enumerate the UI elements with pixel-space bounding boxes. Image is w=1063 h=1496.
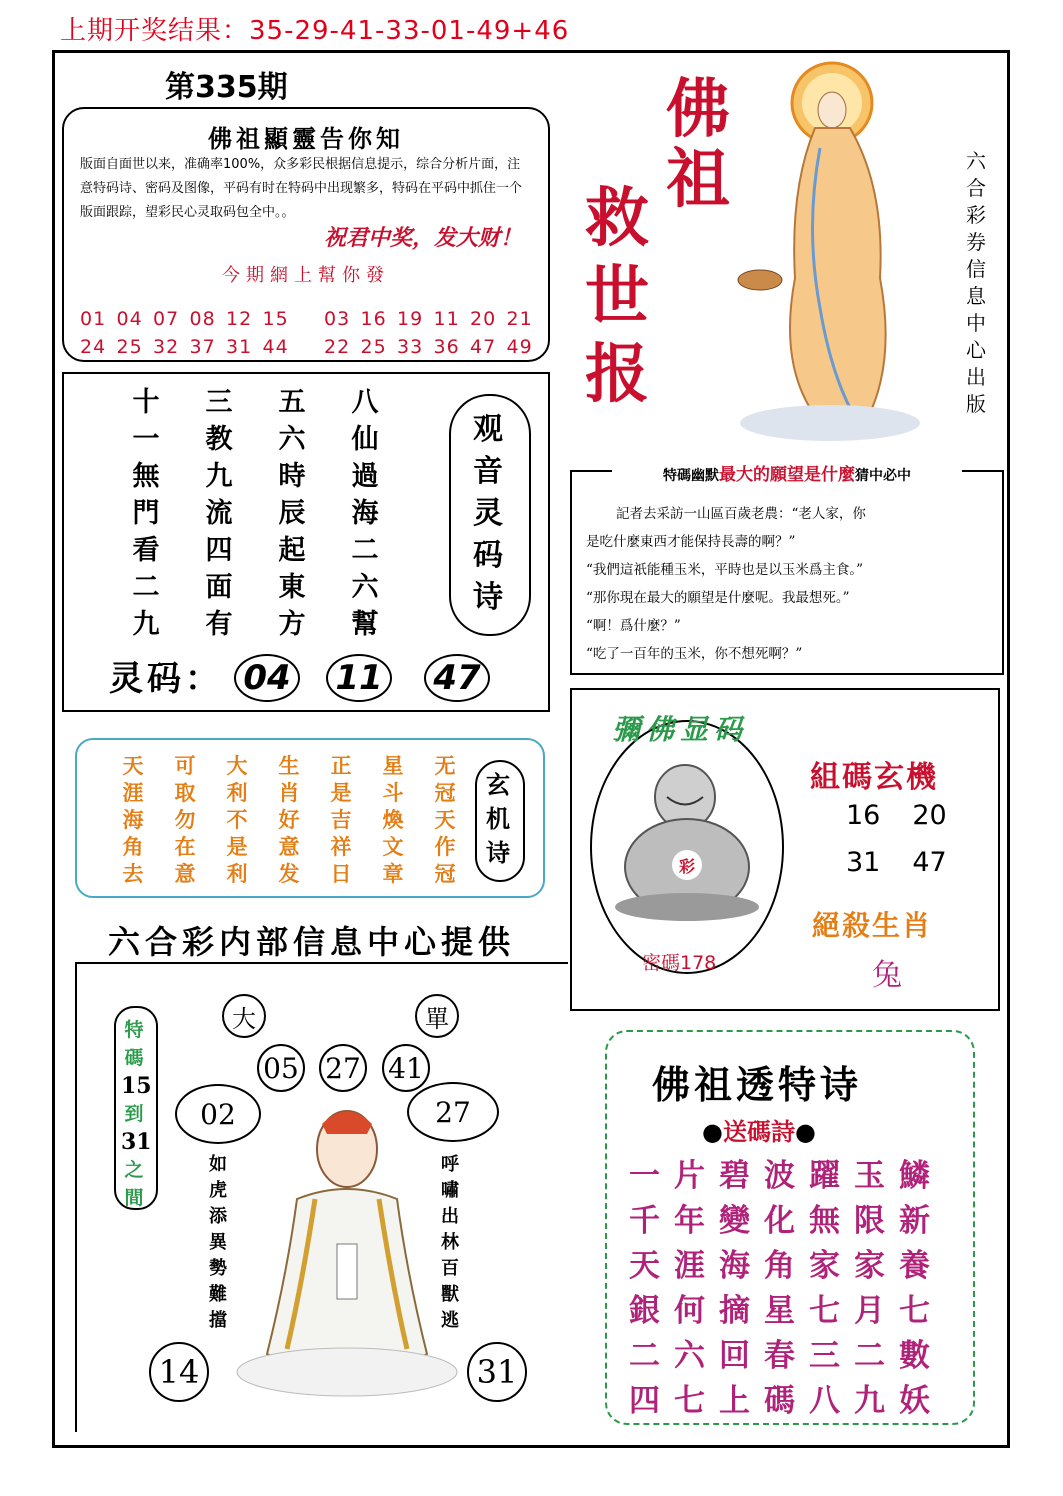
masthead-char: 世 — [585, 259, 649, 334]
lottery-number: 25 — [360, 336, 387, 358]
range-char: 特 — [124, 1019, 144, 1041]
poem-char: 涯 — [122, 780, 144, 805]
left-oval-number: 02 — [175, 1084, 261, 1144]
masthead-char: 救 — [585, 181, 649, 256]
tag-da: 大 — [222, 994, 266, 1038]
secret-code: 密碼178 — [642, 952, 717, 974]
publisher-side-text — [962, 148, 990, 418]
poem-char: 門 — [132, 498, 160, 529]
range-char: 15 — [121, 1073, 152, 1099]
poem-char: 難 — [209, 1284, 227, 1305]
poem-char: 逃 — [441, 1310, 459, 1331]
poem-char: 是 — [330, 780, 352, 805]
lottery-number: 20 — [470, 308, 497, 330]
te-poem-row: 四七上碼八九妖 — [629, 1383, 944, 1419]
range-char: 到 — [124, 1103, 144, 1125]
side-char: 券 — [966, 230, 986, 254]
notice-box — [62, 107, 550, 362]
te-poem-row: 一片碧波躍玉鱗 — [629, 1158, 944, 1194]
poem-char: 林 — [441, 1232, 459, 1253]
range-char: 間 — [124, 1187, 144, 1209]
joke-line: “吃了一百年的玉米，你不想死啊？” — [586, 646, 803, 662]
poem-char: 章 — [382, 861, 404, 886]
poem-char: 海 — [351, 498, 379, 529]
notice-sub: 今期網上幫你發 — [222, 265, 390, 286]
number-row — [324, 333, 543, 361]
range-char: 31 — [121, 1129, 152, 1155]
poem-char: 起 — [278, 535, 306, 566]
guanyin-poem-box — [62, 372, 550, 712]
poem-char: 看 — [132, 535, 160, 566]
poem-char: 如 — [209, 1154, 227, 1175]
xuanji-poem-column — [431, 752, 459, 887]
poem-char: 冠 — [434, 861, 456, 886]
number-row — [324, 305, 543, 333]
joke-line: “啊！爲什麼？” — [586, 618, 681, 634]
poem-char: 面 — [205, 572, 233, 603]
side-char: 息 — [966, 284, 986, 308]
zuma-row-1: 16 20 — [846, 800, 947, 831]
poem-char: 流 — [205, 498, 233, 529]
lottery-number: 36 — [433, 336, 460, 358]
guanyin-poem-column — [126, 384, 166, 643]
poem-char: 二 — [132, 572, 160, 603]
guanyin-poem-column — [345, 384, 385, 643]
poem-char: 十 — [132, 387, 160, 418]
kill-zodiac: 兔 — [872, 958, 902, 993]
lottery-number: 07 — [153, 308, 180, 330]
zuma-title: 組碼玄機 — [810, 760, 938, 795]
poem-char: 有 — [205, 609, 233, 640]
joke-line: “我們這祇能種玉米，平時也是以玉米爲主食。” — [586, 562, 864, 578]
joke-line: 記者去采訪一山區百歲老農：“老人家，你 — [616, 506, 866, 522]
lottery-number: 01 — [80, 308, 107, 330]
lottery-number: 24 — [80, 336, 107, 358]
te-poem-box — [605, 1030, 975, 1425]
bottom-left-number: 14 — [149, 1342, 209, 1402]
poem-char: 異 — [209, 1232, 227, 1253]
numbers-left — [80, 305, 299, 361]
poem-char: 可 — [174, 753, 196, 778]
range-char: 碼 — [124, 1047, 144, 1069]
poem-char: 呼 — [441, 1154, 459, 1175]
side-char: 版 — [966, 392, 986, 416]
lottery-number: 49 — [506, 336, 533, 358]
poem-char: 勿 — [174, 807, 196, 832]
poem-char: 六 — [278, 424, 306, 455]
side-char: 心 — [966, 338, 986, 362]
range-text — [121, 1016, 152, 1212]
bottom-left-panel — [75, 962, 568, 1432]
joke-body — [586, 500, 990, 668]
poem-char: 好 — [278, 807, 300, 832]
masthead-char: 佛 — [666, 72, 730, 147]
poem-char: 五 — [278, 387, 306, 418]
te-poem-row: 二六回春三二數 — [629, 1338, 944, 1374]
laughing-buddha-figure — [607, 752, 767, 922]
side-char: 中 — [966, 311, 986, 335]
guanyin-poem-column — [199, 384, 239, 643]
lingma-code-2: 11 — [326, 654, 392, 702]
poem-char: 東 — [278, 572, 306, 603]
poem-char: 祥 — [330, 834, 352, 859]
poem-char: 正 — [330, 753, 352, 778]
te-poem-row: 千年變化無限新 — [629, 1203, 944, 1239]
guanyin-figure — [720, 58, 950, 448]
range-char: 之 — [124, 1159, 144, 1181]
lottery-number: 04 — [116, 308, 143, 330]
poem-char: 辰 — [278, 498, 306, 529]
poem-char: 利 — [226, 780, 248, 805]
lottery-number: 25 — [116, 336, 143, 358]
top-number-2: 27 — [319, 1044, 367, 1092]
poem-char: 无 — [434, 753, 456, 778]
poem-char: 发 — [278, 861, 300, 886]
joke-line: 是吃什麼東西才能保持長壽的啊？” — [586, 534, 796, 550]
poem-char: 去 — [122, 861, 144, 886]
poem-char: 虎 — [209, 1180, 227, 1201]
xuanji-poem-column — [275, 752, 303, 887]
lingma-code-1: 04 — [234, 654, 300, 702]
poem-char: 日 — [330, 861, 352, 886]
poem-char: 冠 — [434, 780, 456, 805]
bottom-right-number: 31 — [467, 1342, 527, 1402]
lottery-number: 21 — [506, 308, 533, 330]
last-result: 上期开奖结果：35-29-41-33-01-49+46 — [60, 16, 570, 46]
poem-char: 吉 — [330, 807, 352, 832]
seated-guanyin-figure — [227, 1104, 467, 1404]
lingma-label: 灵码： — [109, 659, 223, 699]
notice-title: 佛祖顯靈告你知 — [208, 124, 404, 153]
xuanji-poem-column — [119, 752, 147, 887]
poem-char: 四 — [205, 535, 233, 566]
numbers-right — [324, 305, 543, 361]
joke-line: “那你現在最大的願望是什麼呢。我最想死。” — [586, 590, 850, 606]
provider-line: 六合彩内部信息中心提供 — [108, 923, 516, 961]
poem-char: 三 — [205, 387, 233, 418]
poem-char: 利 — [226, 861, 248, 886]
poem-char: 肖 — [278, 780, 300, 805]
lottery-number: 44 — [262, 336, 289, 358]
poem-char: 六 — [351, 572, 379, 603]
buddha-badge: 彩 — [672, 850, 702, 880]
lottery-number: 31 — [226, 336, 253, 358]
guanyin-poem-column — [272, 384, 312, 643]
xuanji-poem-column — [223, 752, 251, 887]
lingma-code-3: 47 — [424, 654, 490, 702]
joke-header: 特碼幽默最大的願望是什麼猜中必中 — [612, 460, 962, 485]
left-poem — [207, 1152, 229, 1334]
right-oval-number: 27 — [407, 1082, 499, 1142]
poem-char: 海 — [122, 807, 144, 832]
lottery-number: 15 — [262, 308, 289, 330]
lottery-number: 12 — [226, 308, 253, 330]
lottery-number: 19 — [397, 308, 424, 330]
lottery-number: 47 — [470, 336, 497, 358]
poem-char: 九 — [205, 461, 233, 492]
xuanji-poem-column — [327, 752, 355, 887]
tag-dan: 單 — [415, 994, 459, 1038]
poem-char: 添 — [209, 1206, 227, 1227]
poem-char: 斗 — [382, 780, 404, 805]
poem-char: 嘯 — [441, 1180, 459, 1201]
side-char: 出 — [966, 365, 986, 389]
poem-char: 勢 — [209, 1258, 227, 1279]
masthead-char: 报 — [585, 337, 649, 412]
top-number-3: 41 — [382, 1044, 430, 1092]
poem-char: 在 — [174, 834, 196, 859]
poem-char: 無 — [132, 461, 160, 492]
guanyin-poem-label: 观音灵码诗 — [473, 412, 503, 615]
poem-char: 時 — [278, 461, 306, 492]
poem-char: 文 — [382, 834, 404, 859]
poem-char: 取 — [174, 780, 196, 805]
te-poem-title: 佛祖透特诗 — [652, 1062, 863, 1107]
issue-number: 第335期 — [165, 70, 288, 105]
poem-char: 獸 — [441, 1284, 459, 1305]
poem-char: 九 — [132, 609, 160, 640]
poem-char: 不 — [226, 807, 248, 832]
top-number-1: 05 — [257, 1044, 305, 1092]
poem-char: 生 — [278, 753, 300, 778]
poem-char: 過 — [351, 461, 379, 492]
poem-char: 意 — [278, 834, 300, 859]
xuanji-label: 玄机诗 — [486, 771, 510, 867]
lottery-number: 08 — [189, 308, 216, 330]
joke-box — [570, 465, 1004, 675]
te-poem-row: 天涯海角家家養 — [629, 1248, 944, 1284]
poem-char: 方 — [278, 609, 306, 640]
lottery-number: 37 — [189, 336, 216, 358]
buddha-arc-text: 彌佛显码 — [612, 713, 749, 746]
poem-char: 出 — [441, 1206, 459, 1227]
lottery-number: 33 — [397, 336, 424, 358]
number-row — [80, 333, 299, 361]
side-char: 彩 — [966, 203, 986, 227]
poem-char: 星 — [382, 753, 404, 778]
zuma-row-2: 31 47 — [846, 847, 947, 878]
kill-title: 絕殺生肖 — [812, 909, 933, 942]
notice-body: 版面自面世以来，准确率100%，众多彩民根据信息提示，综合分析片面，注意特码诗、密码及图像，平码有时在特码中出现繁多，特码在平码中抓住一个版面跟踪，望彩民心灵取码包全中。。 — [80, 157, 523, 220]
poem-char: 幫 — [351, 609, 379, 640]
poem-char: 作 — [434, 834, 456, 859]
poem-char: 是 — [226, 834, 248, 859]
masthead-char: 祖 — [666, 142, 730, 217]
xuanji-poem-box — [75, 738, 545, 898]
poem-char: 百 — [441, 1258, 459, 1279]
side-char: 合 — [966, 176, 986, 200]
number-row — [80, 305, 299, 333]
poem-char: 天 — [122, 753, 144, 778]
masthead-line2 — [585, 180, 655, 414]
side-char: 信 — [966, 257, 986, 281]
side-char: 六 — [966, 149, 986, 173]
lottery-number: 03 — [324, 308, 351, 330]
xuanji-poem-column — [379, 752, 407, 887]
xuanji-poem-column — [171, 752, 199, 887]
notice-wish: 祝君中奖，发大财！ — [323, 226, 522, 251]
lottery-number: 11 — [433, 308, 460, 330]
poem-char: 教 — [205, 424, 233, 455]
lottery-number: 16 — [360, 308, 387, 330]
poem-char: 擋 — [209, 1310, 227, 1331]
poem-char: 角 — [122, 834, 144, 859]
poem-char: 八 — [351, 387, 379, 418]
lottery-number: 32 — [153, 336, 180, 358]
poem-char: 大 — [226, 753, 248, 778]
lottery-number: 22 — [324, 336, 351, 358]
poem-char: 仙 — [351, 424, 379, 455]
te-poem-subtitle: ●送碼詩● — [702, 1118, 816, 1146]
poem-char: 二 — [351, 535, 379, 566]
poem-char: 煥 — [382, 807, 404, 832]
buddha-box — [570, 688, 1000, 1011]
poem-char: 意 — [174, 861, 196, 886]
poem-char: 一 — [132, 424, 160, 455]
poem-char: 天 — [434, 807, 456, 832]
te-poem-row: 銀何摘星七月七 — [629, 1293, 944, 1329]
